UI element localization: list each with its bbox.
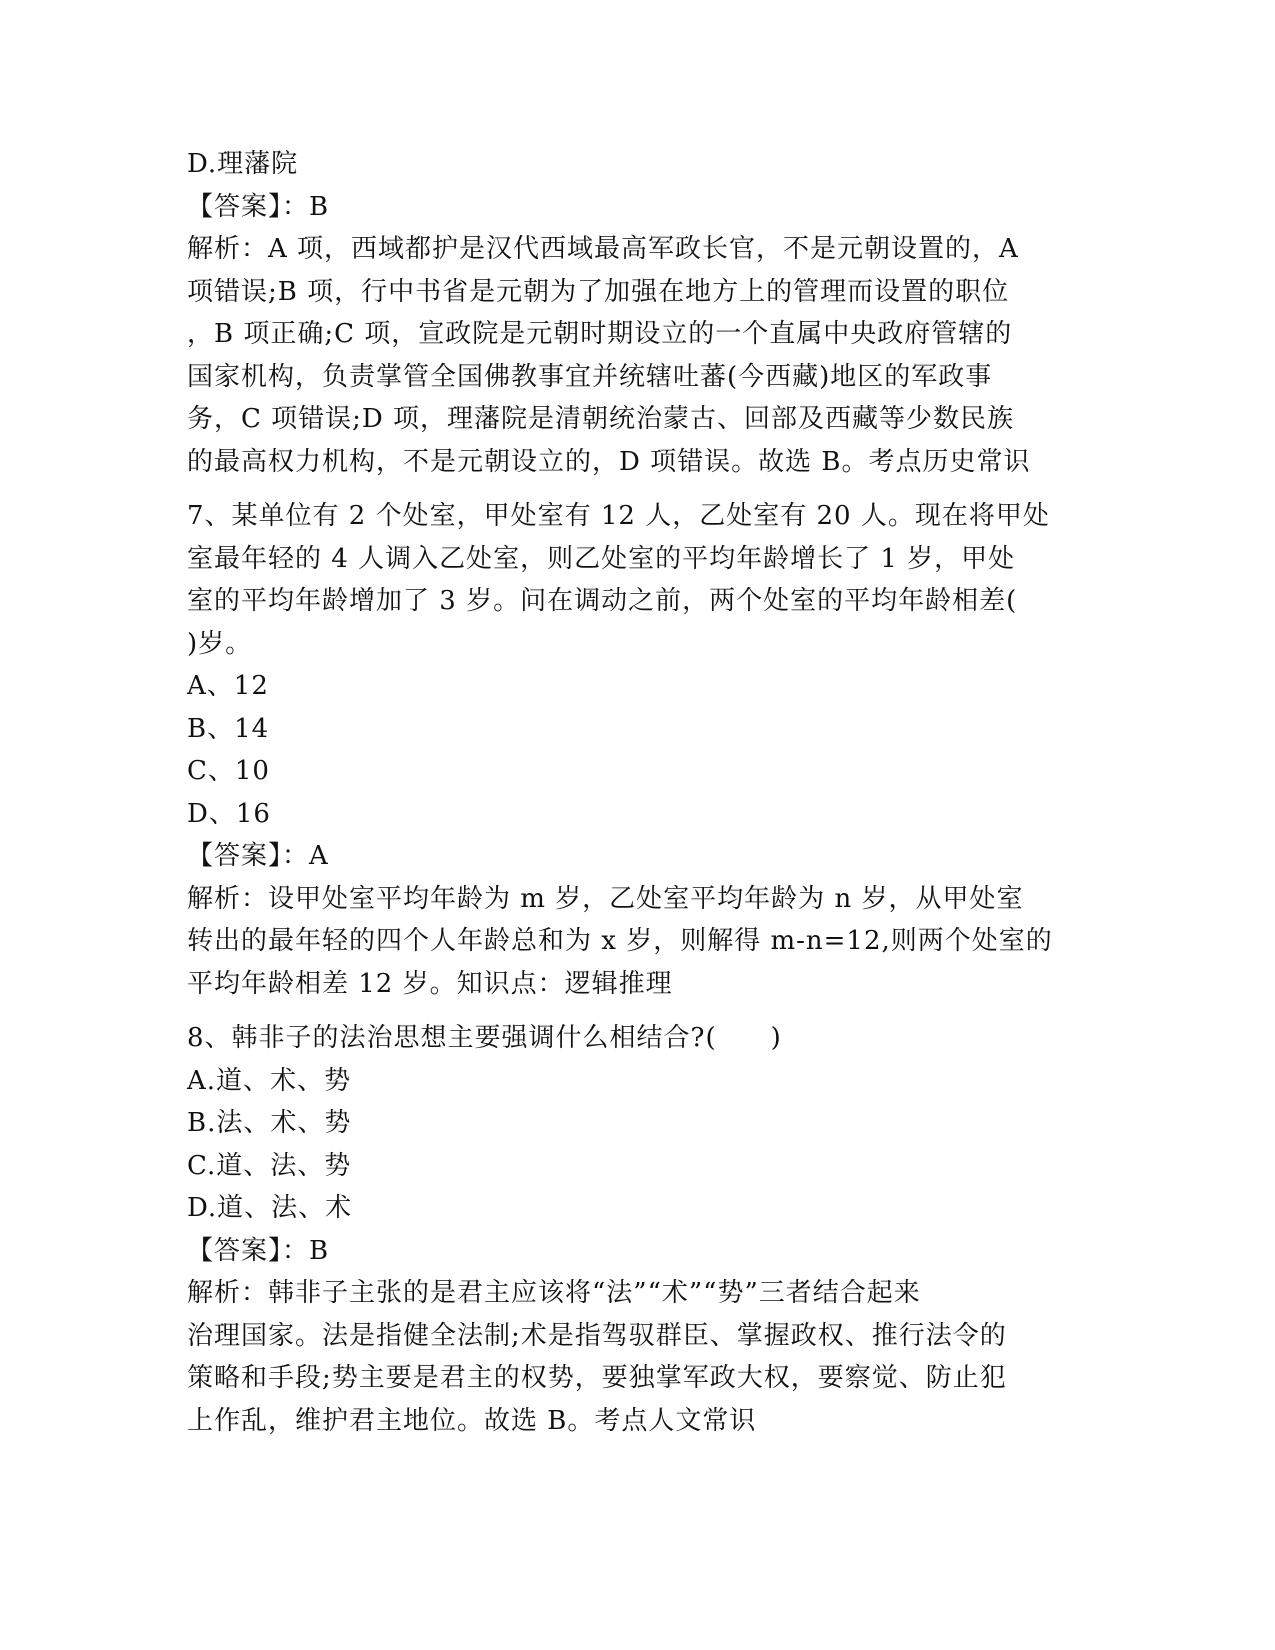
q7-analysis-line: 转出的最年轻的四个人年龄总和为 x 岁，则解得 m-n=12,则两个处室的 — [187, 926, 1053, 956]
q7-option-a: A、12 — [187, 671, 269, 701]
q7-stem-line: )岁。 — [187, 628, 253, 659]
section-gap — [187, 483, 1077, 495]
q8-analysis-line: 解析：韩非子主张的是君主应该将“法”“术”“势”三者结合起来 — [187, 1278, 921, 1308]
q8-analysis-line: 策略和手段;势主要是君主的权势，要独掌军政大权，要察觉、防止犯 — [187, 1363, 1007, 1393]
document-page — [187, 143, 1077, 1442]
q8-answer: 【答案】：B — [187, 1235, 330, 1266]
q6-analysis-line: 解析：A 项，西域都护是汉代西域最高军政长官，不是元朝设置的，A — [187, 234, 1019, 264]
q8-analysis — [187, 1272, 1077, 1442]
q8-option-c: C.道、法、势 — [187, 1150, 352, 1181]
q8-stem: 8、韩非子的法治思想主要强调什么相结合?( ) — [187, 1023, 782, 1053]
q6-analysis-line: 项错误;B 项，行中书省是元朝为了加强在地方上的管理而设置的职位 — [187, 276, 1010, 307]
q6-analysis-line: 国家机构，负责掌管全国佛教事宜并统辖吐蕃(今西藏)地区的军政事 — [187, 361, 993, 392]
q7-option-c: C、10 — [187, 756, 270, 786]
section-gap — [187, 1005, 1077, 1017]
q6-analysis-line: 的最高权力机构，不是元朝设立的，D 项错误。故选 B。考点历史常识 — [187, 446, 1031, 477]
q6-option-d: D.理藩院 — [187, 149, 299, 179]
q6-analysis — [187, 228, 1077, 483]
q6-analysis-line: ，B 项正确;C 项，宣政院是元朝时期设立的一个直属中央政府管辖的 — [187, 319, 1013, 349]
q7-stem — [187, 495, 1077, 665]
question-7 — [187, 495, 1077, 1005]
q7-analysis-line: 解析：设甲处室平均年龄为 m 岁，乙处室平均年龄为 n 岁，从甲处室 — [187, 883, 1024, 914]
q7-stem-line: 室的平均年龄增加了 3 岁。问在调动之前，两个处室的平均年龄相差( — [187, 586, 1018, 616]
question-8 — [187, 1017, 1077, 1442]
q6-analysis-line: 务，C 项错误;D 项，理藩院是清朝统治蒙古、回部及西藏等少数民族 — [187, 404, 1015, 434]
q8-analysis-line: 治理国家。法是指健全法制;术是指驾驭群臣、掌握政权、推行法令的 — [187, 1320, 1007, 1351]
q7-option-d: D、16 — [187, 798, 271, 829]
q7-stem-line: 7、某单位有 2 个处室，甲处室有 12 人，乙处室有 20 人。现在将甲处 — [187, 501, 1050, 531]
q7-analysis-line: 平均年龄相差 12 岁。知识点：逻辑推理 — [187, 968, 673, 999]
q6-answer: 【答案】：B — [187, 191, 330, 222]
q8-option-b: B.法、术、势 — [187, 1108, 352, 1138]
q8-option-d: D.道、法、术 — [187, 1193, 353, 1223]
q8-option-a: A.道、术、势 — [187, 1065, 352, 1096]
q7-stem-line: 室最年轻的 4 人调入乙处室，则乙处室的平均年龄增长了 1 岁，甲处 — [187, 543, 1016, 574]
question-6 — [187, 143, 1077, 483]
q7-analysis — [187, 878, 1077, 1006]
q8-analysis-line: 上作乱，维护君主地位。故选 B。考点人文常识 — [187, 1405, 757, 1436]
q7-option-b: B、14 — [187, 713, 270, 744]
q7-answer: 【答案】：A — [187, 841, 329, 871]
